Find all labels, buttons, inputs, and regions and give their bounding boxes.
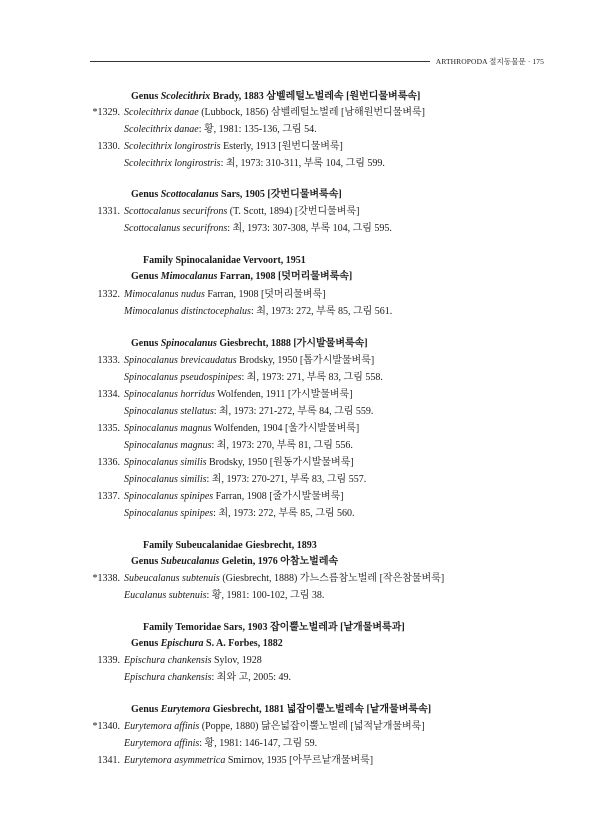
entry-number: *1329.	[92, 107, 120, 118]
taxon-name: Scottocalanus	[160, 189, 219, 200]
synonym-citation	[124, 123, 317, 136]
text-run: : 최, 1973: 272, 부록 85, 그림 560.	[213, 508, 355, 519]
taxon-name: Eurytemora asymmetrica	[124, 755, 226, 766]
text-run: Geletin, 1976 아참노벌레속	[219, 556, 339, 567]
taxon-name: Spinocalanus magnus	[124, 440, 212, 451]
entry-number: 1335.	[97, 423, 120, 434]
text-run: Esterly, 1913 [원번디물벼룩]	[220, 141, 343, 152]
taxon-name: Spinocalanus	[160, 338, 217, 349]
synonym-citation	[124, 507, 355, 520]
taxon-name: Epischura chankensis	[124, 672, 212, 683]
header-rule	[90, 61, 430, 62]
text-run: Giesbrecht, 1881 넓잡이뿔노벌레속 [낱개물벼룩속]	[210, 704, 432, 715]
text-run: : 최, 1973: 310-311, 부록 104, 그림 599.	[220, 158, 385, 169]
taxon-name: Scottocalanus securifrons	[124, 223, 228, 234]
taxon-name: Scolecithrix	[160, 91, 211, 102]
synonym-citation	[124, 222, 392, 235]
text-run: : 황, 1981: 146-147, 그림 59.	[199, 738, 318, 749]
text-run: Farran, 1908 [줄가시발물벼룩]	[213, 491, 344, 502]
entry-number: 1330.	[97, 141, 120, 152]
taxon-name: Mimocalanus distinctocephalus	[124, 306, 251, 317]
synonym-citation	[124, 589, 324, 602]
entry-number: 1331.	[97, 206, 120, 217]
genus-heading	[131, 703, 431, 716]
species-entry	[124, 140, 343, 153]
genus-heading	[131, 555, 338, 568]
text-run: S. A. Forbes, 1882	[203, 638, 283, 649]
text-run: Smirnov, 1935 [아무르낱개물벼룩]	[225, 755, 374, 766]
entry-number: 1336.	[97, 457, 120, 468]
synonym-citation	[124, 737, 317, 750]
text-run: Brodsky, 1950 [원동가시발물벼룩]	[206, 457, 354, 468]
taxon-name: Mimocalanus nudus	[124, 289, 205, 300]
taxon-name: Eurytemora	[160, 704, 211, 715]
entry-number: *1340.	[92, 721, 120, 732]
taxon-name: Eucalanus subtenuis	[124, 590, 207, 601]
text-run: : 최와 고, 2005: 49.	[211, 672, 292, 683]
species-entry	[124, 456, 354, 469]
taxon-name: Spinocalanus pseudospinipes	[124, 372, 242, 383]
taxon-name: Eurytemora affinis	[124, 738, 200, 749]
entry-number: 1332.	[97, 289, 120, 300]
taxon-name: Spinocalanus spinipes	[124, 508, 214, 519]
text-run: Family Subeucalanidae Giesbrecht, 1893	[143, 540, 317, 551]
family-heading	[143, 621, 405, 634]
header-text: ARTHROPODA 절지동물문 · 175	[435, 57, 544, 66]
species-entry	[124, 654, 262, 667]
species-entry	[124, 720, 425, 733]
taxon-name: Scolecithrix danae	[124, 107, 199, 118]
taxon-name: Spinocalanus magnus	[124, 423, 212, 434]
text-run: : 최, 1973: 270-271, 부록 83, 그림 557.	[206, 474, 367, 485]
species-entry	[124, 288, 326, 301]
text-run: : 최, 1973: 271, 부록 83, 그림 558.	[241, 372, 383, 383]
text-run: Farran, 1908 [덧머리물벼룩속]	[217, 271, 353, 282]
entry-number: 1337.	[97, 491, 120, 502]
family-heading	[143, 539, 317, 552]
text-run: Wolfenden, 1911 [가시발물벼룩]	[214, 389, 353, 400]
text-run: : 최, 1973: 270, 부록 81, 그림 556.	[211, 440, 353, 451]
text-run: Brodsky, 1950 [톱가시발물벼룩]	[236, 355, 375, 366]
text-run: (Lubbock, 1856) 삼벨레털노벌레 [남해원번디물벼룩]	[198, 107, 425, 118]
species-entry	[124, 422, 359, 435]
genus-heading	[131, 270, 352, 283]
taxon-name: Subeucalanus subtenuis	[124, 573, 220, 584]
genus-heading	[131, 188, 342, 201]
taxon-name: Spinocalanus horridus	[124, 389, 215, 400]
taxon-name: Spinocalanus similis	[124, 474, 207, 485]
text-run: (T. Scott, 1894) [갓번디물벼룩]	[227, 206, 360, 217]
entry-number: *1338.	[92, 573, 120, 584]
taxon-name: Spinocalanus similis	[124, 457, 207, 468]
taxon-name: Spinocalanus stellatus	[124, 406, 214, 417]
text-run: (Giesbrecht, 1888) 가느스름참노벌레 [작은참물벼룩]	[219, 573, 445, 584]
text-run: Sylov, 1928	[211, 655, 262, 666]
synonym-citation	[124, 439, 353, 452]
taxon-name: Mimocalanus	[160, 271, 218, 282]
taxon-name: Spinocalanus brevicaudatus	[124, 355, 237, 366]
running-header	[90, 56, 544, 67]
species-entry	[124, 205, 359, 218]
text-run: Genus	[131, 556, 161, 567]
taxon-name: Subeucalanus	[160, 556, 220, 567]
text-run: (Poppe, 1880) 닮은넓잡이뿔노벌레 [넓적낱개물벼룩]	[199, 721, 425, 732]
text-run: Giesbrecht, 1888 [가시발물벼룩속]	[216, 338, 368, 349]
text-run: Family Spinocalanidae Vervoort, 1951	[143, 255, 306, 266]
taxon-name: Epischura	[160, 638, 204, 649]
taxon-name: Scolecithrix danae	[124, 124, 199, 135]
genus-heading	[131, 90, 420, 103]
taxon-name: Scottocalanus securifrons	[124, 206, 228, 217]
entry-number: 1339.	[97, 655, 120, 666]
species-entry	[124, 388, 353, 401]
taxon-name: Scolecithrix longirostris	[124, 141, 221, 152]
text-run: : 최, 1973: 307-308, 부록 104, 그림 595.	[227, 223, 392, 234]
text-run: : 황, 1981: 135-136, 그림 54.	[198, 124, 317, 135]
text-run: : 황, 1981: 100-102, 그림 38.	[206, 590, 325, 601]
synonym-citation	[124, 371, 383, 384]
entry-number: 1334.	[97, 389, 120, 400]
synonym-citation	[124, 305, 392, 318]
synonym-citation	[124, 157, 385, 170]
text-run: Genus	[131, 338, 161, 349]
text-run: Farran, 1908 [덧머리물벼룩]	[204, 289, 326, 300]
family-heading	[143, 254, 306, 267]
text-run: Genus	[131, 704, 161, 715]
entry-number: 1341.	[97, 755, 120, 766]
text-run: Genus	[131, 271, 161, 282]
text-run: Wolfenden, 1904 [울가시발물벼룩]	[211, 423, 360, 434]
species-entry	[124, 490, 344, 503]
taxon-name: Scolecithrix longirostris	[124, 158, 221, 169]
taxon-name: Epischura chankensis	[124, 655, 212, 666]
text-run: Genus	[131, 638, 161, 649]
text-run: Genus	[131, 91, 161, 102]
taxon-name: Spinocalanus spinipes	[124, 491, 214, 502]
text-run: Brady, 1883 삼벨레털노벌레속 [원번디물벼룩속]	[210, 91, 421, 102]
text-run: Genus	[131, 189, 161, 200]
entry-number: 1333.	[97, 355, 120, 366]
synonym-citation	[124, 671, 291, 684]
taxon-name: Eurytemora affinis	[124, 721, 200, 732]
genus-heading	[131, 337, 368, 350]
text-run: Sars, 1905 [갓번디물벼룩속]	[218, 189, 342, 200]
species-entry	[124, 106, 425, 119]
species-entry	[124, 354, 374, 367]
genus-heading	[131, 637, 283, 650]
species-entry	[124, 572, 444, 585]
text-run: : 최, 1973: 271-272, 부록 84, 그림 559.	[213, 406, 374, 417]
synonym-citation	[124, 405, 373, 418]
text-run: Family Temoridae Sars, 1903 잡이뿔노벌레과 [낱개물벼룩과]	[143, 622, 405, 633]
synonym-citation	[124, 473, 366, 486]
text-run: : 최, 1973: 272, 부록 85, 그림 561.	[250, 306, 393, 317]
species-entry	[124, 754, 373, 767]
